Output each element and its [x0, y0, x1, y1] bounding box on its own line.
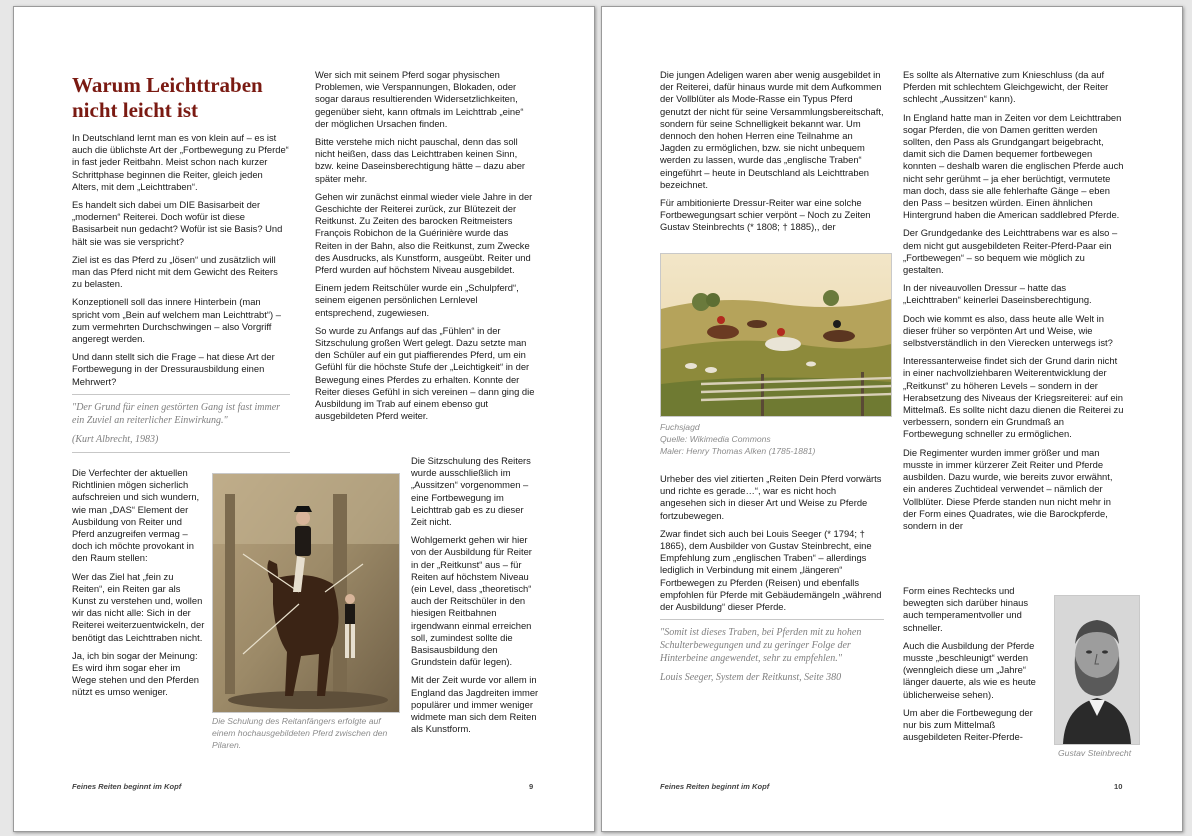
page-right — [601, 6, 1183, 832]
paragraph: Um aber die Fortbewegung der nur bis zum Mittelmaß ausgebildeten Reiter-Pferde- — [903, 706, 1033, 743]
page-number: 10 — [1114, 782, 1123, 791]
paragraph: Ja, ich bin sogar der Meinung: Es wird ihm sogar eher im Wege stehen und den Pferden nützt es umso weniger. — [72, 649, 200, 698]
right-column-2 — [903, 69, 1125, 538]
paragraph: Auch die Ausbildung der Pferde musste „beschleunigt“ werden (wenngleich diese um „Jahre“ länger dauerte, als wie es heute üblicherweise sehen). — [903, 639, 1036, 700]
paragraph: Für ambitionierte Dressur-Reiter war eine solche Fortbewegungsart schier verpönt – Noch zu Zeiten Gustav Steinbrechts (* 1808; † 1885),, der — [660, 197, 871, 233]
paragraph: Und dann stellt sich die Frage – hat diese Art der Fortbewegung in der Dressurausbildung einen Mehrwert? — [72, 351, 275, 387]
footer-text: Feines Reiten beginnt im Kopf — [660, 782, 770, 791]
divider — [660, 619, 884, 620]
left-column-1 — [72, 73, 290, 459]
paragraph: In Deutschland lernt man es von klein auf – es ist auch die üblichste Art der „Fortbewegung zu Pferde“ in fast jeder Reitbahn. Meist schon nach kurzer Schrittphase beginnen die Reiter, gleich jeden Alters, mit dem „Leichttraben“. — [72, 132, 289, 192]
paragraph: Wohlgemerkt gehen wir hier von der Ausbildung für Reiter in der „Reitkunst“ aus – für Reiten auf höchstem Niveau (ein Level, dass „theoretisch“ auch der Reitschüler in den hiesigen Reitbahnen irgendwann einmal erreichen soll, zumindest sollte die Basisausbildung den Grundstein dafür legen). — [411, 534, 532, 668]
hunt-caption-painter: Maler: Henry Thomas Alken (1785-1881) — [660, 445, 816, 456]
paragraph: Form eines Rechtecks und bewegten sich darüber hinaus auch temperamentvoller und schneller. — [903, 585, 1029, 633]
paragraph: Ziel ist es das Pferd zu „lösen“ und zusätzlich will man das Pferd nicht mit dem Gewicht des Reiters zu belasten. — [72, 253, 278, 290]
quote-source: (Kurt Albrecht, 1983) — [72, 433, 159, 445]
paragraph: Es sollte als Alternative zum Knieschluss (da auf Pferden mit schlechtem Gleichgewicht, der Reiter schlecht „Aussitzen“ kann). — [903, 69, 1109, 105]
paragraph: In England hatte man in Zeiten vor dem Leichttraben sogar Pferden, die von Damen geritten werden sollten, den Pass als Grundgangart beigebracht, damit sich die Damen bequemer fortbewegen konnten – deshalb waren die englischen Pferde auch nicht sehr gerühmt – ja eher berüchtigt, vermutete man doch, dass sie alle fehlerhafte Gänge – eben den Pass – besitzen würden. Einen ähnlichen Hintergrund haben die American saddlebred Pferde. — [903, 111, 1124, 221]
left-column-1-lower — [72, 467, 206, 705]
hunt-caption-title: Fuchsjagd — [660, 422, 700, 432]
page-left — [13, 6, 595, 832]
paragraph: Wer sich mit seinem Pferd sogar physischen Problemen, wie Verspannungen, Blokaden, oder sogar daraus resultierenden Widersetzlichkeiten, gegenüber sieht, kann oftmals im Leichttrab „eine“ der möglichen Ursachen finden. — [315, 69, 524, 129]
pull-quote: "Somit ist dieses Traben, bei Pferden mit zu hohen Schulterbewegungen und zu geringer Folge der Hinterbeine angewendet, sehr zu empfehlen." — [660, 627, 862, 665]
article-title: Warum Leichttraben nicht leicht ist — [72, 73, 263, 122]
hunt-caption — [660, 422, 892, 457]
paragraph: Doch wie kommt es also, dass heute alle Welt in dieser früher so verpönten Art und Weise, wie selbstverständlich in den Vierecken unterwegs ist? — [903, 312, 1113, 349]
divider — [72, 394, 290, 395]
fox-hunt-image — [660, 253, 892, 417]
paragraph: Die jungen Adeligen waren aber wenig ausgebildet in der Reiterei, dafür hinaus wurde mit dem Aufkommen der Vollblüter als Mode-Rasse ein Typus Pferd genutzt der nicht für seine Versammlungsbereitschaft, sondern für seine Schnelligkeit bekannt war. Um dennoch den hohen Herren eine Teilnahme an Jagden zu ermöglichen, bzw. sie nicht unbequem werden zu lassen, wurde das „englische Traben“ eingeführt – heute in Deutschland als Leichttraben bezeichnet. — [660, 69, 884, 190]
paragraph: Einem jedem Reitschüler wurde ein „Schulpferd“, seinem eigenen persönlichen Lernlevel entsprechend, zugewiesen. — [315, 282, 519, 318]
paragraph: Konzeptionell soll das innere Hinterbein (man spricht vom „Bein auf welchem man Leichttrabt“) – zum vermehrten Durchschwingen – also Vorgriff angeregt werden. — [72, 296, 281, 345]
paragraph: Urheber des viel zitierten „Reiten Dein Pferd vorwärts und richte es gerade…“, war es nicht hoch angesehen sich in dieser Art und Weise zu Pferde fortzubewegen. — [660, 473, 882, 521]
paragraph: Gehen wir zunächst einmal wieder viele Jahre in der Geschichte der Reiterei zurück, zur Blütezeit der Reitkunst. Zu Zeiten des barocken Reitmeisters François Robichon de la Guérinière wurde das Reiten in der Bahn, also die Reitkunst, zum Zwecke des Ausdrucks, als Kunstform, ausgeübt. Reiter und Pferd wurden auf höchstem Niveau ausgebildet. — [315, 190, 533, 276]
paragraph: Die Regimenter wurden immer größer und man musste in immer kürzerer Zeit Reiter und Pferde ausbilden. Dazu wurde, wie bereits zuvor erwähnt, ein anderes Zuchtideal verwendet – nämlich der Vollblüter. Diese Pferde standen nun nicht mehr in der Form eines Quadrates, wie die Barockpferde, sondern in der — [903, 446, 1113, 531]
paragraph: Zwar findet sich auch bei Louis Seeger (* 1794; † 1865), dem Ausbilder von Gustav Steinbrecht, eine Empfehlung zum „englischen Traben“ – allerdings lediglich in Verbindung mit einem „längeren“ Fortbewegen zu Pferden (Reisen) und ebenfalls empfohlen für Pferde mit Gebäudemängeln „während der Ausbildung“ dieser Pferde. — [660, 527, 882, 613]
quote-source: Louis Seeger, System der Reitkunst, Seite 380 — [660, 672, 842, 684]
paragraph: Es handelt sich dabei um DIE Basisarbeit der „modernen“ Reiterei. Doch wofür ist diese Basisarbeit nun gedacht? Wofür ist sie Basis? Und hält sie was sie verspricht? — [72, 199, 283, 247]
paragraph: So wurde zu Anfangs auf das „Fühlen“ in der Sitzschulung großen Wert gelegt. Dazu setzte man den Schüler auf ein gut piaffierendes Pferd, um ein Gefühl für die höchste Stufe der „Leichtigkeit“ in der Bewegung eines Pferdes zu erhalten. Konnte der Reiter dieses Gefühl in sich vereinen – dann ging die Ausbildung im Trab auf einem ebenso gut ausgebildeten Pferd weiter. — [315, 324, 535, 422]
portrait-caption: Gustav Steinbrecht — [1058, 748, 1132, 758]
paragraph: Wer das Ziel hat „fein zu Reiten“, ein Reiten gar als Kunst zu verstehen und, wollen wir das nicht alle: Sich in der Reiterei weiterzuentwickeln, der benötigt das Leichttraben nicht. — [72, 570, 205, 643]
steinbrecht-portrait — [1054, 595, 1140, 745]
paragraph: In der niveauvollen Dressur – hatte das „Leichttraben“ keinerlei Daseinsberechtigung. — [903, 282, 1092, 306]
riding-school-image — [212, 473, 400, 713]
image-caption: Die Schulung des Reitanfängers erfolgte auf einem hochausgebildeten Pferd zwischen den Pilaren. — [212, 716, 388, 750]
right-column-2-lower — [903, 585, 1043, 749]
paragraph: Die Verfechter der aktuellen Richtlinien mögen sicherlich aufschreien und sich wundern, wie man „DAS“ Element der Ausbildung von Reiter und Pferd anzugreifen vermag – doch ich möchte provokant in den Raum stellen: — [72, 467, 200, 564]
hunt-caption-source: Quelle: Wikimedia Commons — [660, 433, 771, 444]
paragraph: Mit der Zeit wurde vor allem in England das Jagdreiten immer populärer und immer weniger widmete man sich dem Reiten als Kunstform. — [411, 674, 539, 735]
paragraph: Die Sitzschulung des Reiters wurde ausschließlich im „Aussitzen“ vorgenommen – eine Fortbewegung im Leichttrab gab es zu dieser Zeit nicht. — [411, 455, 531, 528]
divider — [72, 452, 290, 453]
left-column-2-lower — [411, 455, 539, 741]
paragraph: Der Grundgedanke des Leichttrabens war es also – dem nicht gut ausgebildeten Reiter-Pferd-Paar ein „Fortbewegen“ – so bequem wie möglich zu gestalten. — [903, 227, 1118, 276]
left-column-2 — [315, 69, 537, 428]
right-column-1 — [660, 69, 884, 240]
page-number: 9 — [529, 782, 534, 791]
paragraph: Interessanterweise findet sich der Grund darin nicht in einer nachvollziehbaren Weiterentwicklung der „Reitkunst“ zu höheren Levels – sondern in der Herabsetzung des Niveaus der Kriegsreiterei: auf ein Mittelmaß. Es sollte nicht dazu dienen die Reiterei zu verbessern, sondern ein Grundmaß an Fortbewegung schneller zu ermöglichen. — [903, 355, 1124, 440]
footer-text: Feines Reiten beginnt im Kopf — [72, 782, 182, 791]
right-column-1-lower — [660, 473, 884, 690]
paragraph: Bitte verstehe mich nicht pauschal, denn das soll nicht heißen, dass das Leichttraben keinen Sinn, bzw. keine Daseinsberechtigung hätte – dazu aber später mehr. — [315, 136, 526, 184]
pull-quote: "Der Grund für einen gestörten Gang ist fast immer ein Zuviel an reiterlicher Einwirkung." — [72, 401, 281, 426]
